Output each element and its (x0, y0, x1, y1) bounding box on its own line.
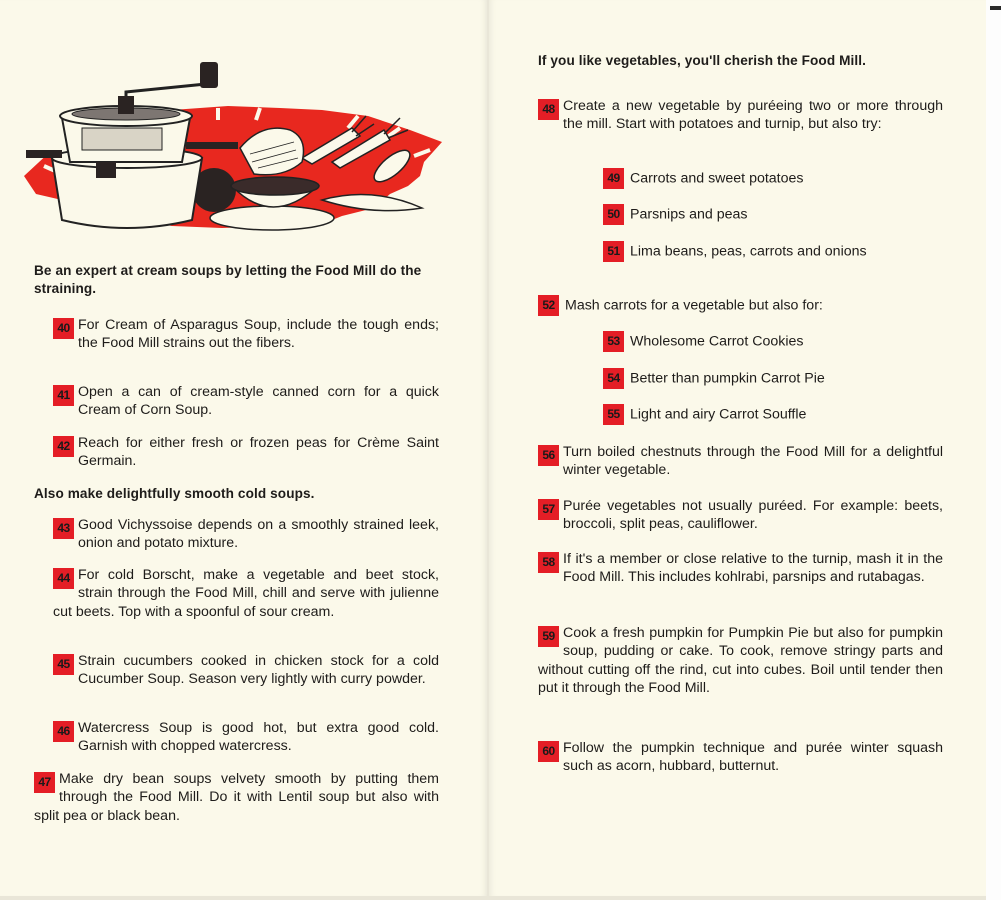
list-item-51 (603, 240, 867, 262)
item-text: Mash carrots for a vegetable but also for: (565, 297, 823, 314)
tip-text: For Cream of Asparagus Soup, include the tough ends; the Food Mill strains out the fibers. (78, 317, 439, 352)
right-page (489, 0, 986, 896)
item-text: Lima beans, peas, carrots and onions (630, 243, 867, 260)
tip-text: Follow the pumpkin technique and purée winter squash such as acorn, hubbard, butternut. (563, 740, 943, 775)
vegetables-heading: If you like vegetables, you'll cherish the Food Mill. (538, 53, 867, 68)
list-item-54 (603, 367, 825, 389)
tip-number-badge: 47 (34, 772, 55, 793)
tip-42 (53, 434, 439, 471)
tip-45 (53, 652, 439, 689)
tip-52 (538, 294, 823, 316)
item-text: Wholesome Carrot Cookies (630, 333, 804, 350)
tip-56 (538, 443, 943, 480)
item-number-badge: 52 (538, 295, 559, 316)
tip-number-badge: 57 (538, 499, 559, 520)
tip-number-badge: 46 (53, 721, 74, 742)
tip-text: For cold Borscht, make a vegetable and beet stock, strain through the Food Mill, chill and serve with julienne cut beets. Top with a spoonful of sour cream. (53, 567, 439, 620)
tip-text: Strain cucumbers cooked in chicken stock for a cold Cucumber Soup. Season very lightly with curry powder. (78, 653, 439, 688)
item-number-badge: 49 (603, 168, 624, 189)
tip-57 (538, 497, 943, 534)
item-text: Parsnips and peas (630, 206, 748, 223)
tip-60 (538, 739, 943, 776)
tip-text: If it's a member or close relative to the turnip, mash it in the Food Mill. This includes kohlrabi, parsnips and rutabagas. (563, 551, 943, 586)
list-item-55 (603, 403, 806, 425)
tip-number-badge: 41 (53, 385, 74, 406)
item-text: Light and airy Carrot Souffle (630, 406, 807, 423)
tip-number-badge: 43 (53, 518, 74, 539)
list-item-49 (603, 167, 804, 189)
tip-text: Turn boiled chestnuts through the Food Mill for a delightful winter vegetable. (563, 444, 943, 479)
tip-text: Watercress Soup is good hot, but extra good cold. Garnish with chopped watercress. (78, 720, 439, 755)
cold-soups-heading: Also make delightfully smooth cold soups. (34, 486, 315, 501)
tip-47 (34, 770, 439, 825)
tip-number-badge: 60 (538, 741, 559, 762)
item-text: Carrots and sweet potatoes (630, 170, 804, 187)
cream-soups-heading: Be an expert at cream soups by letting the Food Mill do the straining. (34, 263, 422, 296)
tip-number-badge: 40 (53, 318, 74, 339)
tip-43 (53, 516, 439, 553)
tip-40 (53, 316, 439, 353)
left-page (0, 0, 487, 896)
tip-number-badge: 42 (53, 436, 74, 457)
tip-number-badge: 59 (538, 626, 559, 647)
tip-59 (538, 624, 943, 698)
tip-44 (53, 566, 439, 621)
list-item-50 (603, 203, 748, 225)
tip-number-badge: 48 (538, 99, 559, 120)
tip-number-badge: 45 (53, 654, 74, 675)
food-mill-illustration (22, 58, 452, 238)
tip-58 (538, 550, 943, 587)
item-text: Better than pumpkin Carrot Pie (630, 370, 825, 387)
list-item-53 (603, 330, 803, 352)
tip-48 (538, 97, 943, 134)
item-number-badge: 53 (603, 331, 624, 352)
page-edge (986, 0, 1001, 900)
tip-number-badge: 56 (538, 445, 559, 466)
edge-mark (990, 6, 1001, 10)
tip-41 (53, 383, 439, 420)
tip-number-badge: 44 (53, 568, 74, 589)
tip-text: Reach for either fresh or frozen peas for Crème Saint Germain. (78, 435, 439, 470)
tip-text: Make dry bean soups velvety smooth by putting them through the Food Mill. Do it with Lentil soup but also with split pea or black bean. (34, 771, 439, 824)
item-number-badge: 54 (603, 368, 624, 389)
tip-text: Purée vegetables not usually puréed. For example: beets, broccoli, split peas, cauliflower. (563, 498, 943, 533)
item-number-badge: 55 (603, 404, 624, 425)
tip-text: Cook a fresh pumpkin for Pumpkin Pie but also for pumpkin soup, pudding or cake. To cook, remove stringy parts and without cutting off the rind, cut into cubes. Boil until tender then put it through the Food Mill. (538, 625, 943, 697)
tip-text: Open a can of cream-style canned corn for a quick Cream of Corn Soup. (78, 384, 439, 419)
tip-46 (53, 719, 439, 756)
tip-text: Good Vichyssoise depends on a smoothly strained leek, onion and potato mixture. (78, 517, 439, 552)
item-number-badge: 51 (603, 241, 624, 262)
tip-number-badge: 58 (538, 552, 559, 573)
item-number-badge: 50 (603, 204, 624, 225)
tip-text: Create a new vegetable by puréeing two or more through the mill. Start with potatoes and turnip, but also try: (563, 98, 943, 133)
